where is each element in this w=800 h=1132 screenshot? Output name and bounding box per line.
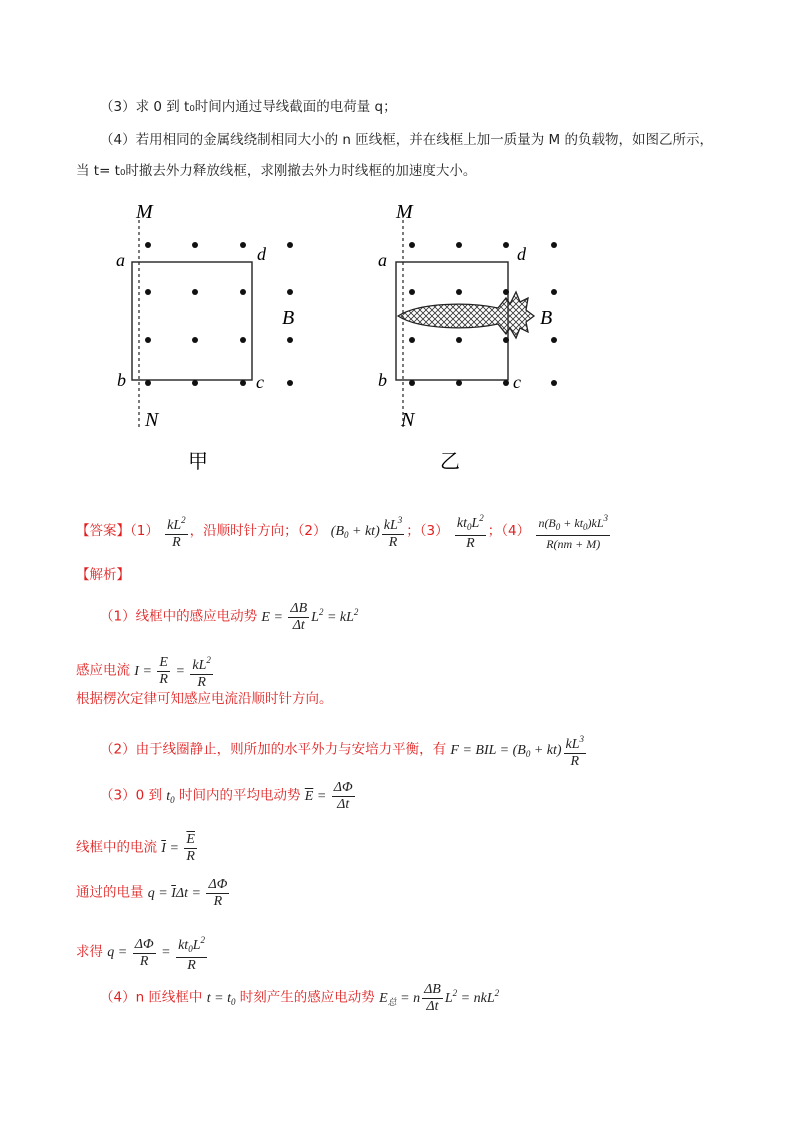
- label-d-right: d: [517, 244, 526, 264]
- label-b-right: b: [378, 370, 387, 390]
- caption-right: 乙: [440, 449, 460, 473]
- figure-diagrams: [0, 190, 800, 480]
- question-4-line2: 当 t= t₀时撤去外力释放线框，求刚撤去外力时线框的加速度大小。: [76, 163, 477, 179]
- load-object: [398, 292, 534, 338]
- analysis-step6: 线框中的电流 $\overline{I}$ = $\frac{\overline{E}}{R}$: [76, 832, 195, 864]
- label-N-right: N: [401, 409, 415, 431]
- caption-left: 甲: [188, 449, 208, 473]
- label-B-right: B: [540, 307, 553, 329]
- answer-part4-prefix: ；（4）: [487, 523, 531, 539]
- analysis-step7: 通过的电量 $q = \overline{I}\Delta t$ = $\frac{\Delta\Phi}{R}$: [76, 877, 228, 909]
- answer-part3-prefix: ；（3）: [406, 523, 449, 539]
- label-d-left: d: [257, 244, 266, 264]
- label-c-right: c: [513, 372, 521, 392]
- analysis-step1: （1）线框中的感应电动势 E = $\frac{\Delta B}{\Delta t}$ $L^2 = kL^2$: [100, 601, 359, 633]
- figure-right: [378, 201, 557, 473]
- label-M-right: M: [396, 201, 413, 223]
- analysis-step9: （4）n 匝线框中 $t = t_0$ 时刻产生的感应电动势 $E_总 = n$ $\frac{\Delta B}{\Delta t}$ $L^2 = nkL^2$: [100, 982, 500, 1014]
- question-4-line1: （4）若用相同的金属线绕制相同大小的 n 匝线框，并在线框上加一质量为 M 的负载物，如图乙所示，: [100, 132, 713, 148]
- label-a-right: a: [378, 250, 387, 270]
- analysis-step4: （2）由于线圈静止，则所加的水平外力与安培力平衡，有 F = BIL = $(B_0 + kt)$ $\frac{kL^3}{R}$: [100, 731, 588, 770]
- label-c-left: c: [256, 372, 264, 392]
- label-a-left: a: [116, 250, 125, 270]
- label-b-left: b: [117, 370, 126, 390]
- answer-1-formula: $\frac{kL^2}{R}$: [165, 512, 188, 551]
- answer-3-formula: $\frac{kt_0L^2}{R}$: [455, 510, 486, 552]
- answer-4-formula: $\frac{n(B_0 + kt_0)kL^3}{R(nm + M)}$: [536, 510, 610, 552]
- analysis-step3: 根据楞次定律可知感应电流沿顺时针方向。: [76, 691, 333, 707]
- label-B-left: B: [282, 307, 295, 329]
- answer-part1-text: ，沿顺时针方向；（2）: [189, 523, 327, 539]
- answer-part1-prefix: （1）: [130, 523, 159, 539]
- answer-label: 【答案】: [76, 523, 130, 539]
- label-M-left: M: [136, 201, 153, 223]
- label-N-left: N: [145, 409, 159, 431]
- answer-line: 【答案】（1） $\frac{kL^2}{R}$ ，沿顺时针方向；（2） $(B_0 + kt)$ $\frac{kL^3}{R}$ ；（3） $\frac{kt_0L^2}{R}$ ；（4） $\frac{n(B_0 + kt_0)kL^3}{R(nm + M)}$: [76, 510, 612, 552]
- analysis-step5: （3）0 到 $t_0$ 时间内的平均电动势 $\overline{E}$ = $\frac{\Delta\Phi}{\Delta t}$: [100, 780, 353, 812]
- question-3: （3）求 0 到 t₀时间内通过导线截面的电荷量 q；: [100, 99, 397, 115]
- analysis-step2: 感应电流 I = $\frac{E}{R}$ = $\frac{kL^2}{R}$: [76, 652, 215, 691]
- analysis-label: 【解析】: [76, 567, 130, 583]
- answer-2-formula: $(B_0 + kt)$: [330, 524, 380, 540]
- analysis-step8: 求得 q = $\frac{\Delta\Phi}{R}$ = $\frac{kt_0L^2}{R}$: [76, 932, 209, 974]
- figure-left: [116, 201, 294, 473]
